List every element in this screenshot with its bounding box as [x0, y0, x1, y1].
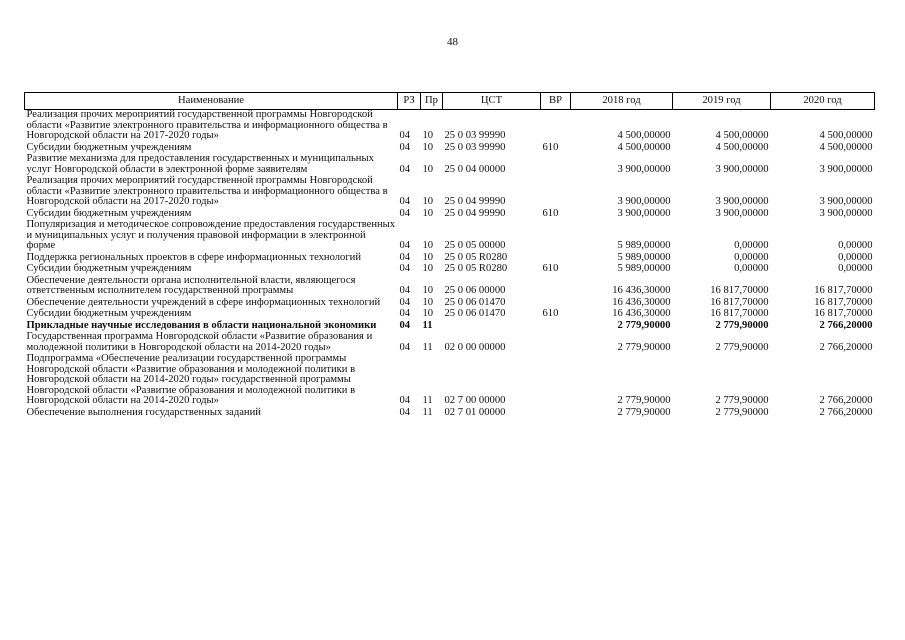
row-2020: 3 900,00000 — [819, 207, 873, 219]
row-name: Обеспечение выполнения государственных заданий — [26, 406, 261, 418]
table-row — [25, 264, 875, 276]
row-pr: 10 — [422, 308, 434, 319]
row-vr — [541, 354, 571, 408]
row-2018: 16 436,30000 — [612, 296, 671, 308]
row-cst: 25 0 05 R0280 — [444, 263, 508, 274]
row-cst: 25 0 03 99990 — [444, 141, 506, 153]
row-rz: 04 — [399, 196, 411, 207]
table-row — [25, 332, 875, 354]
row-2019: 16 817,70000 — [710, 285, 769, 296]
row-2019: 3 900,00000 — [715, 207, 769, 219]
row-vr: 610 — [542, 308, 559, 319]
row-cst: 25 0 06 00000 — [444, 285, 506, 296]
row-vr — [541, 154, 571, 176]
row-name: Обеспечение деятельности учреждений в сфере информационных технологий — [26, 296, 381, 308]
row-rz: 04 — [399, 141, 411, 153]
row-2019: 4 500,00000 — [715, 141, 769, 153]
row-2020: 0,00000 — [838, 251, 873, 263]
row-2019: 0,00000 — [734, 240, 769, 251]
row-rz: 04 — [399, 395, 411, 406]
row-2020: 3 900,00000 — [819, 196, 873, 207]
row-2018: 4 500,00000 — [617, 141, 671, 153]
table-row — [25, 276, 875, 298]
row-rz: 04 — [399, 251, 411, 263]
header-pr: Пр — [421, 93, 443, 110]
row-vr: 610 — [542, 207, 559, 219]
row-cst: 25 0 04 99990 — [444, 207, 506, 219]
row-rz: 04 — [399, 263, 411, 274]
row-2019: 0,00000 — [734, 251, 769, 263]
row-pr: 11 — [422, 319, 433, 331]
row-2018: 16 436,30000 — [612, 308, 671, 319]
page-number: 48 — [447, 36, 458, 48]
row-2020: 0,00000 — [838, 263, 873, 274]
header-rz: РЗ — [398, 93, 421, 110]
row-pr: 11 — [422, 406, 433, 418]
row-cst: 02 7 01 00000 — [444, 406, 506, 418]
row-cst — [443, 321, 541, 333]
row-pr: 10 — [422, 207, 434, 219]
row-2019: 2 779,90000 — [715, 395, 769, 406]
row-cst: 25 0 05 R0280 — [444, 251, 508, 263]
row-2020: 2 766,20000 — [819, 406, 873, 418]
row-2020: 2 766,20000 — [819, 395, 873, 406]
row-2019: 3 900,00000 — [715, 196, 769, 207]
row-2018: 2 779,90000 — [617, 406, 671, 418]
row-rz: 04 — [399, 308, 411, 319]
row-name: Прикладные научные исследования в области национальной экономики — [26, 319, 377, 331]
row-2019: 4 500,00000 — [715, 130, 769, 141]
row-name: Развитие механизма для предоставления государственных и муниципальных услуг Новгородской области в электронной форме заявителям — [26, 153, 374, 175]
row-2020: 3 900,00000 — [819, 163, 873, 175]
row-pr: 10 — [422, 196, 434, 207]
table-row — [25, 354, 875, 408]
row-name: Субсидии бюджетным учреждениям — [26, 141, 192, 153]
row-vr — [541, 321, 571, 333]
row-pr: 10 — [422, 240, 434, 251]
header-2019: 2019 год — [673, 93, 771, 110]
row-vr — [541, 220, 571, 253]
table-header-row — [25, 93, 875, 110]
row-2019: 0,00000 — [734, 263, 769, 274]
row-name: Популяризация и методическое сопровождение предоставления государственных и муниципальных услуг и получения правовой информации в электронной форме — [26, 219, 396, 251]
row-2020: 16 817,70000 — [814, 285, 873, 296]
row-pr: 10 — [422, 263, 434, 274]
row-pr: 10 — [422, 285, 434, 296]
row-vr — [541, 110, 571, 143]
row-pr: 10 — [422, 251, 434, 263]
row-2020: 4 500,00000 — [819, 141, 873, 153]
row-vr: 610 — [542, 141, 559, 153]
row-pr: 10 — [422, 130, 434, 141]
row-2019: 16 817,70000 — [710, 308, 769, 319]
row-2018: 2 779,90000 — [617, 395, 671, 406]
row-name: Реализация прочих мероприятий государственной программы Новгородской области «Развитие электронного правительства и информационного общества в Новгородской области на 2017-2020 годы» — [26, 175, 388, 207]
row-cst: 25 0 06 01470 — [444, 308, 506, 319]
row-rz: 04 — [399, 130, 411, 141]
row-2020: 16 817,70000 — [814, 296, 873, 308]
row-2020: 2 766,20000 — [819, 341, 873, 353]
row-pr: 10 — [422, 296, 434, 308]
row-vr — [541, 176, 571, 209]
row-2018: 5 989,00000 — [617, 240, 671, 251]
row-2020: 16 817,70000 — [814, 308, 873, 319]
row-pr: 11 — [422, 341, 433, 353]
row-2018: 2 779,90000 — [617, 319, 671, 331]
row-2018: 2 779,90000 — [617, 341, 671, 353]
row-name: Обеспечение деятельности органа исполнительной власти, являющегося ответственным исполнителем государственной программы — [26, 274, 356, 296]
row-cst: 25 0 04 99990 — [444, 196, 506, 207]
row-2020: 4 500,00000 — [819, 130, 873, 141]
table-row — [25, 309, 875, 321]
header-2020: 2020 год — [771, 93, 875, 110]
row-cst: 25 0 06 01470 — [444, 296, 506, 308]
row-2020: 0,00000 — [838, 240, 873, 251]
row-name: Государственная программа Новгородской области «Развитие образования и молодежной политики в Новгородской области на 2014-2020 годы» — [26, 331, 373, 353]
table-body — [25, 110, 875, 420]
row-2018: 16 436,30000 — [612, 285, 671, 296]
row-rz: 04 — [399, 341, 411, 353]
budget-table — [24, 92, 875, 419]
row-rz: 04 — [399, 406, 411, 418]
table-row — [25, 408, 875, 420]
row-name: Субсидии бюджетным учреждениям — [26, 263, 192, 274]
table-row — [25, 176, 875, 209]
row-2018: 4 500,00000 — [617, 130, 671, 141]
row-2019: 2 779,90000 — [715, 319, 769, 331]
row-2019: 3 900,00000 — [715, 163, 769, 175]
row-pr: 10 — [422, 141, 434, 153]
row-2018: 5 989,00000 — [617, 251, 671, 263]
row-name: Субсидии бюджетным учреждениям — [26, 207, 192, 219]
row-2019: 2 779,90000 — [715, 406, 769, 418]
header-cst: ЦСТ — [443, 93, 541, 110]
table-row — [25, 220, 875, 253]
row-rz: 04 — [399, 240, 411, 251]
row-rz: 04 — [399, 163, 411, 175]
row-2020: 2 766,20000 — [819, 319, 873, 331]
row-vr — [541, 276, 571, 298]
row-cst: 02 0 00 00000 — [444, 341, 506, 353]
row-2018: 5 989,00000 — [617, 263, 671, 274]
row-name: Подпрограмма «Обеспечение реализации государственной программы Новгородской области «Развитие образования и молодежной политики в Новгородской области на 2014-2020 годы» государственной программы Новгородской области «Развитие образования и молодежной политики в Новгородской области на 2014-2020 годы» — [26, 353, 356, 406]
table-row — [25, 154, 875, 176]
row-name: Поддержка региональных проектов в сфере информационных технологий — [26, 251, 362, 263]
row-rz: 04 — [399, 285, 411, 296]
header-vr: ВР — [541, 93, 571, 110]
row-rz: 04 — [399, 207, 411, 219]
row-2019: 2 779,90000 — [715, 341, 769, 353]
table-row — [25, 110, 875, 143]
row-pr: 11 — [422, 395, 433, 406]
row-2018: 3 900,00000 — [617, 163, 671, 175]
row-name: Реализация прочих мероприятий государственной программы Новгородской области «Развитие электронного правительства и информационного общества в Новгородской области на 2017-2020 годы» — [26, 109, 388, 141]
row-2019: 16 817,70000 — [710, 296, 769, 308]
row-rz: 04 — [399, 319, 411, 331]
row-cst: 25 0 04 00000 — [444, 163, 506, 175]
row-vr: 610 — [542, 263, 559, 274]
row-cst: 25 0 03 99990 — [444, 130, 506, 141]
row-2018: 3 900,00000 — [617, 207, 671, 219]
row-2018: 3 900,00000 — [617, 196, 671, 207]
header-name: Наименование — [25, 93, 398, 110]
row-vr — [541, 332, 571, 354]
row-vr — [541, 408, 571, 420]
row-cst: 25 0 05 00000 — [444, 240, 506, 251]
row-name: Субсидии бюджетным учреждениям — [26, 308, 192, 319]
row-cst: 02 7 00 00000 — [444, 395, 506, 406]
row-pr: 10 — [422, 163, 434, 175]
row-rz: 04 — [399, 296, 411, 308]
header-2018: 2018 год — [571, 93, 673, 110]
